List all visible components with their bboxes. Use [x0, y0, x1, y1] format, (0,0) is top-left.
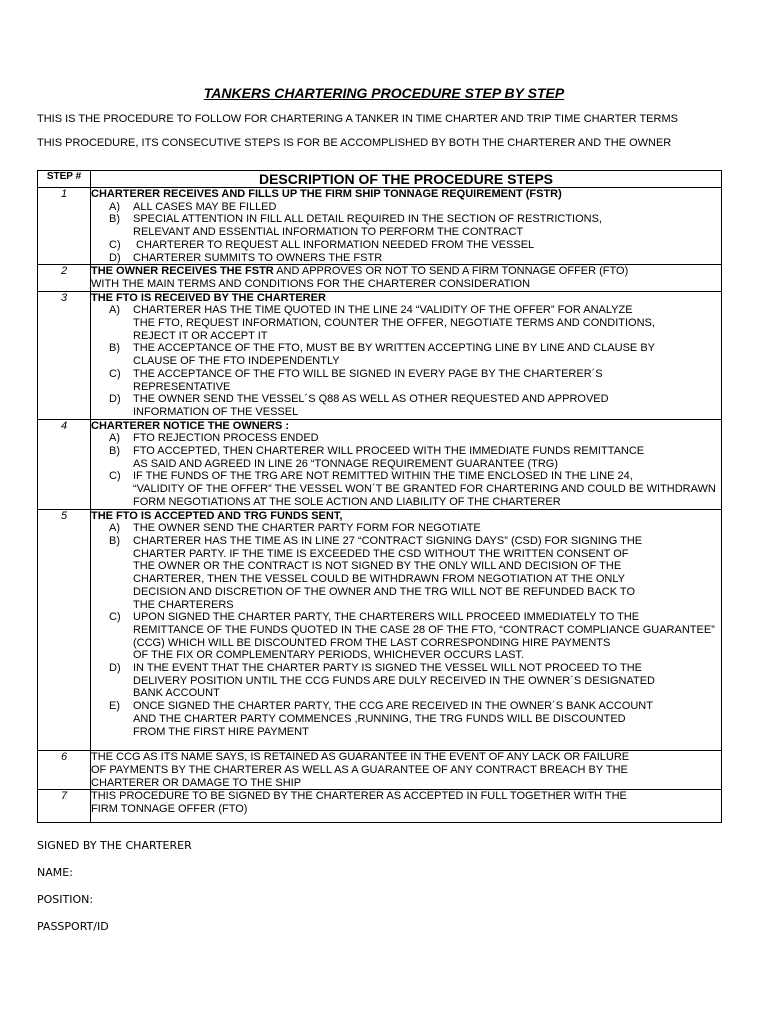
step-row-2 — [38, 265, 722, 291]
list-item: A) FTO REJECTION PROCESS ENDED — [109, 432, 319, 445]
name-label: NAME: — [37, 866, 73, 879]
list-item: B) SPECIAL ATTENTION IN FILL ALL DETAIL REQUIRED IN THE SECTION OF RESTRICTIONS, — [109, 213, 603, 226]
row-spacer — [91, 816, 721, 822]
step-description — [91, 751, 722, 790]
step-description — [91, 188, 722, 265]
list-item: C) UPON SIGNED THE CHARTER PARTY, THE CHARTERERS WILL PROCEED IMMEDIATELY TO THE — [109, 611, 640, 624]
list-item-continuation: OF THE FIX OR COMPLEMENTARY PERIODS, WHICHEVER OCCURS LAST. — [133, 649, 524, 662]
step-description — [91, 790, 722, 822]
step-text-line: OF PAYMENTS BY THE CHARTERER AS WELL AS A GUARANTEE OF ANY CONTRACT BREACH BY THE — [91, 763, 628, 776]
step-number: 2 — [38, 265, 91, 291]
step-row-1 — [38, 188, 722, 265]
list-item-continuation: DECISION AND DISCRETION OF THE OWNER AND THE TRG WILL NOT BE REFUNDED BACK TO — [133, 585, 635, 598]
step-number: 3 — [38, 291, 91, 419]
step-text-line: THE CCG AS ITS NAME SAYS, IS RETAINED AS GUARANTEE IN THE EVENT OF ANY LACK OR FAILURE — [91, 751, 630, 764]
row-spacer — [91, 738, 721, 750]
step-heading: THE FTO IS RECEIVED BY THE CHARTERER — [91, 291, 326, 304]
step-number: 7 — [38, 790, 91, 822]
list-item-continuation: CHARTERER, THEN THE VESSEL COULD BE WITHDRAWN FROM NEGOTIATION AT THE ONLY — [133, 573, 626, 586]
list-item: C) IF THE FUNDS OF THE TRG ARE NOT REMITTED WITHIN THE TIME ENCLOSED IN THE LINE 24, — [109, 470, 633, 483]
list-item: A) THE OWNER SEND THE CHARTER PARTY FORM FOR NEGOTIATE — [109, 522, 481, 535]
step-text-line: CHARTERER OR DAMAGE TO THE SHIP — [91, 776, 302, 789]
step-description — [91, 265, 722, 291]
list-item-continuation: AS SAID AND AGREED IN LINE 26 “TONNAGE REQUIREMENT GUARANTEE (TRG) — [133, 457, 559, 470]
step-number: 4 — [38, 419, 91, 509]
list-item: D) IN THE EVENT THAT THE CHARTER PARTY IS SIGNED THE VESSEL WILL NOT PROCEED TO THE — [109, 662, 642, 675]
step-row-3 — [38, 291, 722, 419]
list-item-continuation: THE CHARTERERS — [133, 598, 234, 611]
list-item-continuation: RELEVANT AND ESSENTIAL INFORMATION TO PERFORM THE CONTRACT — [133, 226, 524, 239]
list-item: A) ALL CASES MAY BE FILLED — [109, 200, 277, 213]
step-heading: THE OWNER RECEIVES THE FSTR AND APPROVES OR NOT TO SEND A FIRM TONNAGE OFFER (FTO) — [91, 265, 629, 278]
passport-id-label: PASSPORT/ID — [37, 920, 109, 933]
list-item-continuation: INFORMATION OF THE VESSEL — [133, 405, 299, 418]
table-header-row — [38, 171, 722, 188]
list-item-continuation: (CCG) WHICH WILL BE DISCOUNTED FROM THE LAST CORRESPONDING HIRE PAYMENTS — [133, 636, 611, 649]
list-item: B) THE ACCEPTANCE OF THE FTO, MUST BE BY WRITTEN ACCEPTING LINE BY LINE AND CLAUSE BY — [109, 342, 656, 355]
step-row-7 — [38, 790, 722, 822]
list-item-continuation: CLAUSE OF THE FTO INDEPENDENTLY — [133, 355, 340, 368]
description-header: DESCRIPTION OF THE PROCEDURE STEPS — [91, 171, 722, 188]
step-heading: CHARTERER NOTICE THE OWNERS : — [91, 419, 289, 432]
list-item-continuation: FROM THE FIRST HIRE PAYMENT — [133, 725, 309, 738]
list-item-continuation: REJECT IT OR ACCEPT IT — [133, 329, 268, 342]
list-item-continuation: CHARTER PARTY. IF THE TIME IS EXCEEDED THE CSD WITHOUT THE WRITTEN CONSENT OF — [133, 547, 629, 560]
list-item-continuation: REMITTANCE OF THE FUNDS QUOTED IN THE CASE 28 OF THE FTO, “CONTRACT COMPLIANCE GUARANTEE” — [133, 623, 715, 636]
list-item-continuation: THE OWNER OR THE CONTRACT IS NOT SIGNED BY THE ONLY WILL AND DECISION OF THE — [133, 560, 622, 573]
list-item-continuation: BANK ACCOUNT — [133, 687, 220, 700]
step-text-line: WITH THE MAIN TERMS AND CONDITIONS FOR THE CHARTERER CONSIDERATION — [91, 277, 531, 290]
step-heading: CHARTERER RECEIVES AND FILLS UP THE FIRM SHIP TONNAGE REQUIREMENT (FSTR) — [91, 188, 562, 200]
list-item: E) ONCE SIGNED THE CHARTER PARTY, THE CCG ARE RECEIVED IN THE OWNER´S BANK ACCOUNT — [109, 700, 653, 713]
document-title: TANKERS CHARTERING PROCEDURE STEP BY STEP — [203, 85, 565, 101]
intro-line-2: THIS PROCEDURE, ITS CONSECUTIVE STEPS IS FOR BE ACCOMPLISHED BY BOTH THE CHARTERER AND THE OWNER — [37, 137, 672, 149]
signed-by-label: SIGNED BY THE CHARTERER — [37, 839, 192, 852]
list-item: B) FTO ACCEPTED, THEN CHARTERER WILL PROCEED WITH THE IMMEDIATE FUNDS REMITTANCE — [109, 445, 645, 458]
step-number: 5 — [38, 509, 91, 751]
step-row-5 — [38, 509, 722, 751]
step-row-4 — [38, 419, 722, 509]
list-item: C) THE ACCEPTANCE OF THE FTO WILL BE SIGNED IN EVERY PAGE BY THE CHARTERER´S — [109, 367, 603, 380]
list-item-continuation: DELIVERY POSITION UNTIL THE CCG FUNDS ARE DULY RECEIVED IN THE OWNER´S DESIGNATED — [133, 674, 655, 687]
step-row-6 — [38, 751, 722, 790]
list-item: A) CHARTERER HAS THE TIME QUOTED IN THE LINE 24 “VALIDITY OF THE OFFER” FOR ANALYZE — [109, 304, 633, 317]
list-item: D) THE OWNER SEND THE VESSEL´S Q88 AS WELL AS OTHER REQUESTED AND APPROVED — [109, 393, 609, 406]
intro-line-1: THIS IS THE PROCEDURE TO FOLLOW FOR CHARTERING A TANKER IN TIME CHARTER AND TRIP TIME CHARTER TERMS — [37, 113, 678, 125]
list-item: B) CHARTERER HAS THE TIME AS IN LINE 27 “CONTRACT SIGNING DAYS” (CSD) FOR SIGNING THE — [109, 534, 643, 547]
step-heading: THE FTO IS ACCEPTED AND TRG FUNDS SENT, — [91, 509, 343, 522]
step-text-line: THIS PROCEDURE TO BE SIGNED BY THE CHARTERER AS ACCEPTED IN FULL TOGETHER WITH THE — [91, 790, 627, 803]
position-label: POSITION: — [37, 893, 94, 906]
list-item-continuation: FORM NEGOTIATIONS AT THE SOLE ACTION AND LIABILITY OF THE CHARTERER — [133, 495, 561, 508]
step-text-line: FIRM TONNAGE OFFER (FTO) — [91, 803, 248, 816]
list-item-continuation: THE FTO, REQUEST INFORMATION, COUNTER THE OFFER, NEGOTIATE TERMS AND CONDITIONS, — [133, 317, 655, 330]
list-item: C) CHARTERER TO REQUEST ALL INFORMATION NEEDED FROM THE VESSEL — [109, 238, 535, 251]
list-item-continuation: AND THE CHARTER PARTY COMMENCES ,RUNNING, THE TRG FUNDS WILL BE DISCOUNTED — [133, 712, 626, 725]
step-description — [91, 509, 722, 751]
step-number-header: STEP # — [38, 171, 91, 188]
step-description — [91, 291, 722, 419]
list-item: D) CHARTERER SUMMITS TO OWNERS THE FSTR — [109, 251, 383, 264]
list-item-continuation: “VALIDITY OF THE OFFER” THE VESSEL WON´T BE GRANTED FOR CHARTERING AND COULD BE WITHDRAWN — [133, 483, 716, 496]
procedure-steps-table — [37, 170, 722, 823]
step-number: 6 — [38, 751, 91, 790]
step-number: 1 — [38, 188, 91, 265]
list-item-continuation: REPRESENTATIVE — [133, 380, 231, 393]
step-description — [91, 419, 722, 509]
